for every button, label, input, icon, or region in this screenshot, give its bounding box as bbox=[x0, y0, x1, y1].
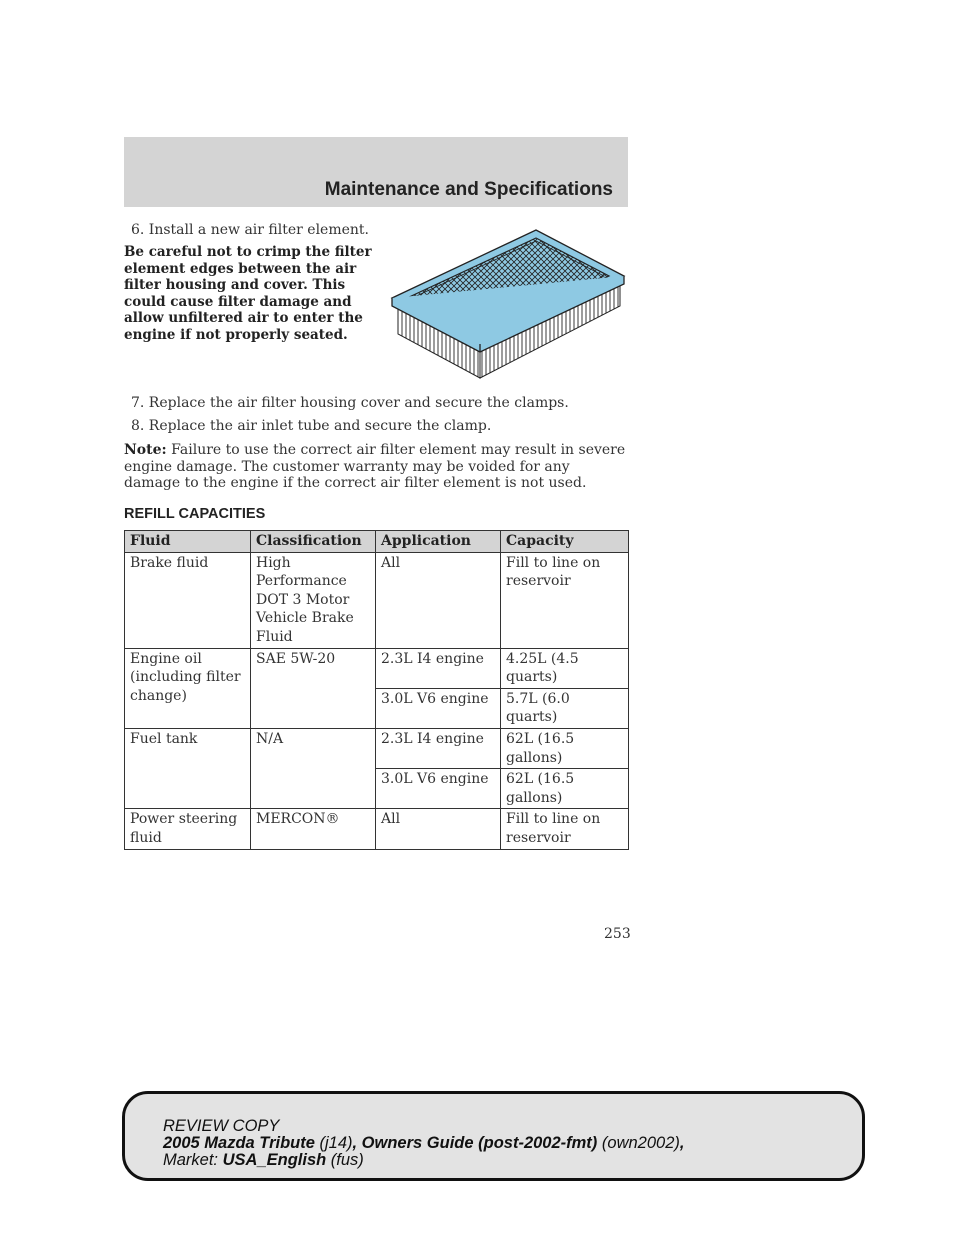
review-copy-box bbox=[122, 1091, 865, 1181]
review-copy-text bbox=[163, 1118, 684, 1169]
footer-comma: , bbox=[679, 1134, 685, 1152]
capacity-cell: 4.25L (4.5 quarts) bbox=[501, 648, 629, 688]
fluid-cell: Power steering fluid bbox=[125, 809, 251, 849]
footer-model-code: (j14) bbox=[314, 1134, 353, 1152]
air-filter-illustration bbox=[388, 226, 628, 382]
note-text: Failure to use the correct air filter element may result in severe engine damage. The customer warranty may be voided for any damage to the engine if the correct air filter element is not used. bbox=[124, 442, 626, 492]
refill-capacities-table bbox=[124, 530, 629, 850]
classification-cell: High Performance DOT 3 Motor Vehicle Brake Fluid bbox=[251, 552, 376, 648]
footer-market-label: Market: bbox=[163, 1151, 223, 1169]
capacity-cell: 62L (16.5 gallons) bbox=[501, 728, 629, 768]
footer-model: 2005 Mazda Tribute bbox=[163, 1134, 315, 1152]
application-cell: 3.0L V6 engine bbox=[376, 688, 501, 728]
table-row bbox=[125, 552, 629, 648]
application-cell: 2.3L I4 engine bbox=[376, 648, 501, 688]
application-cell: 2.3L I4 engine bbox=[376, 728, 501, 768]
column-header: Capacity bbox=[501, 531, 629, 553]
classification-cell: SAE 5W-20 bbox=[251, 648, 376, 728]
capacity-cell: Fill to line on reservoir bbox=[501, 809, 629, 849]
footer-market: USA_English bbox=[222, 1151, 327, 1169]
step-6: 6. Install a new air filter element. bbox=[131, 222, 369, 238]
footer-market-code: (fus) bbox=[326, 1151, 364, 1169]
table-row bbox=[125, 809, 629, 849]
column-header: Fluid bbox=[125, 531, 251, 553]
application-cell: 3.0L V6 engine bbox=[376, 769, 501, 809]
table-row bbox=[125, 728, 629, 768]
column-header: Application bbox=[376, 531, 501, 553]
table-row bbox=[125, 648, 629, 688]
classification-cell: MERCON® bbox=[251, 809, 376, 849]
section-heading: REFILL CAPACITIES bbox=[124, 506, 266, 522]
capacity-cell: 5.7L (6.0 quarts) bbox=[501, 688, 629, 728]
step-7: 7. Replace the air filter housing cover and secure the clamps. bbox=[131, 395, 569, 411]
table-header-row bbox=[125, 531, 629, 553]
review-label: REVIEW COPY bbox=[163, 1117, 280, 1135]
note-label: Note: bbox=[124, 442, 167, 458]
capacity-cell: 62L (16.5 gallons) bbox=[501, 769, 629, 809]
classification-cell: N/A bbox=[251, 728, 376, 808]
application-cell: All bbox=[376, 809, 501, 849]
step-8: 8. Replace the air inlet tube and secure the clamp. bbox=[131, 418, 492, 434]
application-cell: All bbox=[376, 552, 501, 648]
page-number: 253 bbox=[604, 926, 631, 942]
fluid-cell: Engine oil (including filter change) bbox=[125, 648, 251, 728]
footer-guide-code: (own2002) bbox=[597, 1134, 680, 1152]
capacity-cell: Fill to line on reservoir bbox=[501, 552, 629, 648]
footer-guide: , Owners Guide (post-2002-fmt) bbox=[352, 1134, 598, 1152]
warning-text: Be careful not to crimp the filter element edges between the air filter housing and cover. This could cause filter damage and allow unfiltered air to enter the engine if not properly seated. bbox=[124, 244, 372, 343]
column-header: Classification bbox=[251, 531, 376, 553]
fluid-cell: Brake fluid bbox=[125, 552, 251, 648]
page-title: Maintenance and Specifications bbox=[324, 179, 613, 200]
header-band bbox=[124, 137, 628, 207]
fluid-cell: Fuel tank bbox=[125, 728, 251, 808]
note-paragraph bbox=[124, 442, 630, 492]
